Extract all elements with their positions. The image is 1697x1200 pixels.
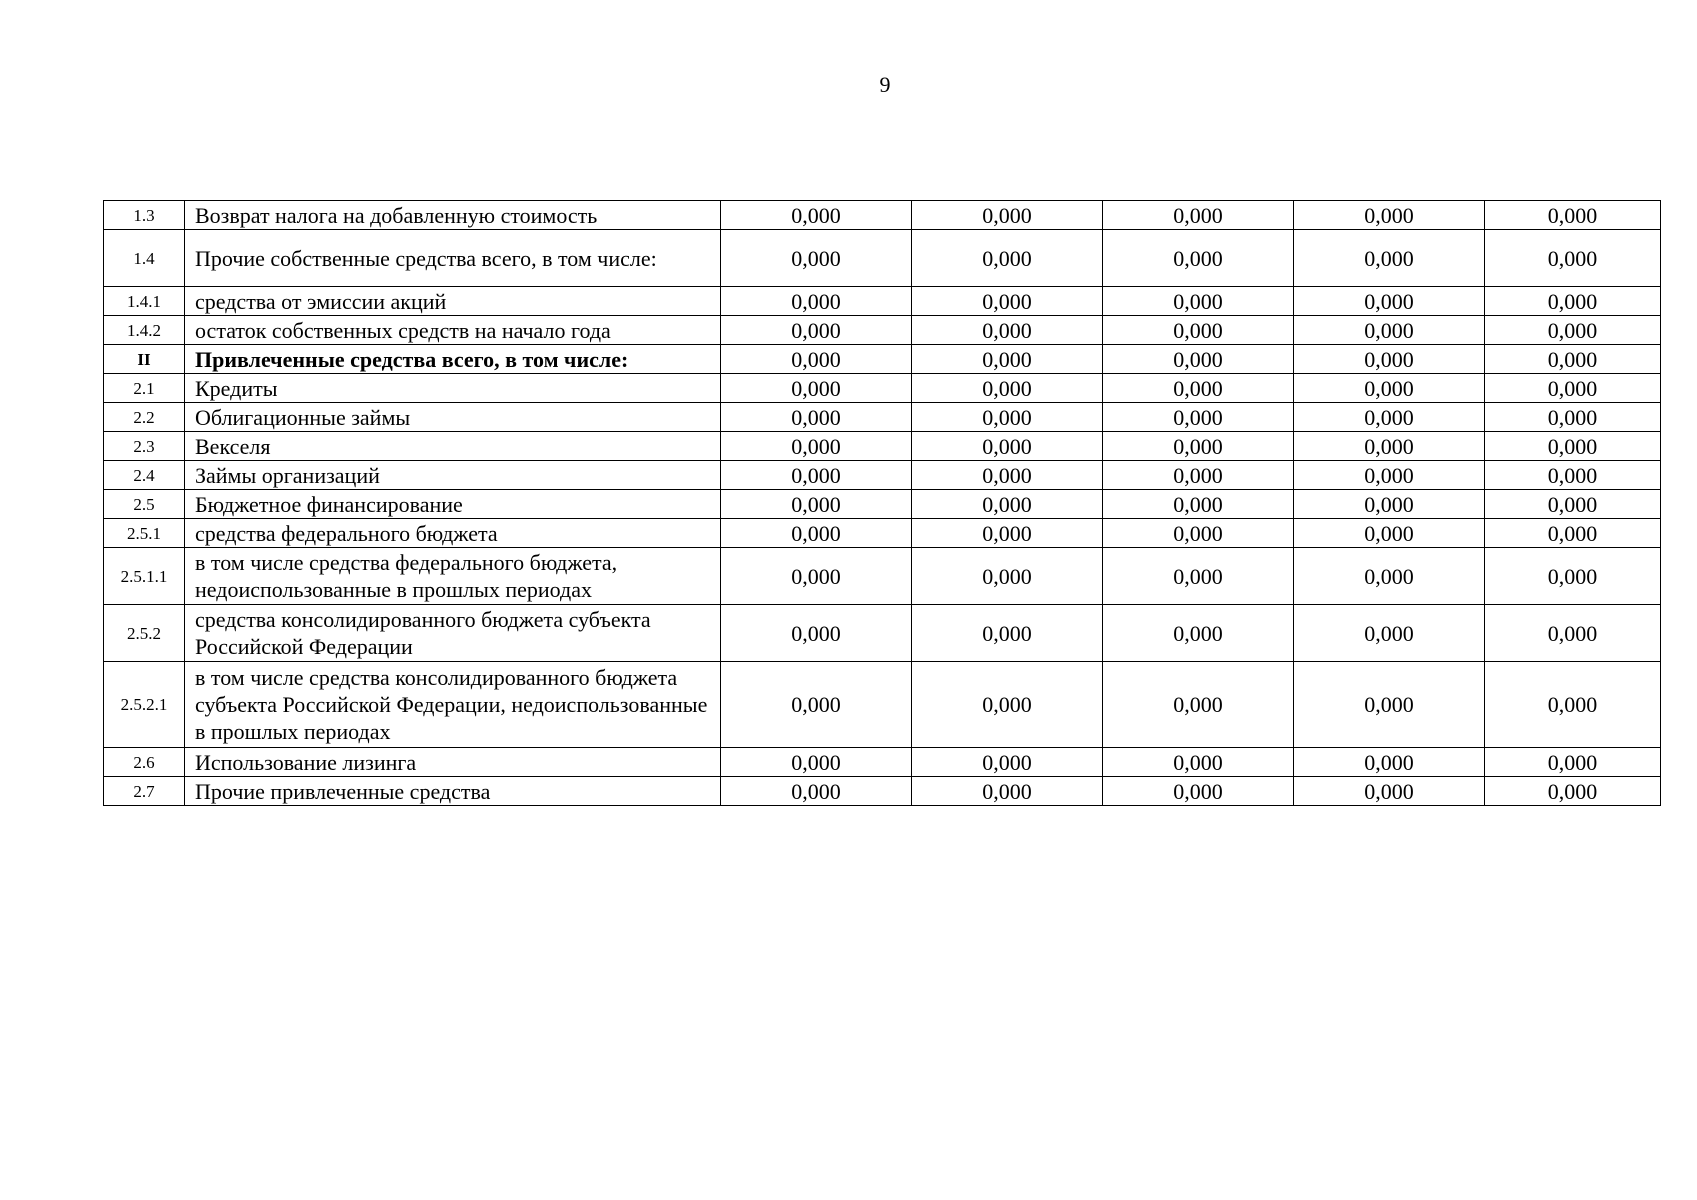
row-value: 0,000 xyxy=(1485,374,1661,403)
row-value: 0,000 xyxy=(1103,662,1294,748)
row-value: 0,000 xyxy=(1485,548,1661,605)
row-name: в том числе средства консолидированного бюджета субъекта Российской Федерации, недоиспользованные в прошлых периодах xyxy=(185,662,721,748)
row-value: 0,000 xyxy=(1485,287,1661,316)
row-code: 1.4.1 xyxy=(104,287,185,316)
row-name: Возврат налога на добавленную стоимость xyxy=(185,201,721,230)
table-row xyxy=(104,432,1661,461)
row-value: 0,000 xyxy=(912,662,1103,748)
row-value: 0,000 xyxy=(1103,316,1294,345)
row-value: 0,000 xyxy=(1103,287,1294,316)
row-code: 2.5.2.1 xyxy=(104,662,185,748)
row-value: 0,000 xyxy=(1103,519,1294,548)
row-value: 0,000 xyxy=(912,777,1103,806)
row-value: 0,000 xyxy=(721,519,912,548)
row-name: Облигационные займы xyxy=(185,403,721,432)
row-value: 0,000 xyxy=(1485,519,1661,548)
row-value: 0,000 xyxy=(721,287,912,316)
row-value: 0,000 xyxy=(721,748,912,777)
row-value: 0,000 xyxy=(721,345,912,374)
row-code: 2.6 xyxy=(104,748,185,777)
table-row xyxy=(104,374,1661,403)
row-code: 2.3 xyxy=(104,432,185,461)
row-name: остаток собственных средств на начало года xyxy=(185,316,721,345)
row-value: 0,000 xyxy=(1294,490,1485,519)
row-value: 0,000 xyxy=(912,201,1103,230)
row-code: 1.4.2 xyxy=(104,316,185,345)
row-value: 0,000 xyxy=(912,461,1103,490)
table-row xyxy=(104,748,1661,777)
row-value: 0,000 xyxy=(1294,230,1485,287)
table-row xyxy=(104,403,1661,432)
row-code: 1.4 xyxy=(104,230,185,287)
row-value: 0,000 xyxy=(1103,230,1294,287)
row-value: 0,000 xyxy=(912,403,1103,432)
row-value: 0,000 xyxy=(1485,662,1661,748)
row-name: средства федерального бюджета xyxy=(185,519,721,548)
table-row xyxy=(104,461,1661,490)
row-value: 0,000 xyxy=(912,432,1103,461)
row-value: 0,000 xyxy=(1294,777,1485,806)
row-value: 0,000 xyxy=(912,374,1103,403)
table-row xyxy=(104,490,1661,519)
table-row xyxy=(104,345,1661,374)
table-row xyxy=(104,201,1661,230)
row-value: 0,000 xyxy=(721,490,912,519)
row-value: 0,000 xyxy=(1294,519,1485,548)
table-row xyxy=(104,519,1661,548)
row-name: Займы организаций xyxy=(185,461,721,490)
row-code: 1.3 xyxy=(104,201,185,230)
row-value: 0,000 xyxy=(1294,316,1485,345)
row-code: 2.5.1.1 xyxy=(104,548,185,605)
row-code: II xyxy=(104,345,185,374)
row-value: 0,000 xyxy=(1485,403,1661,432)
table-row xyxy=(104,777,1661,806)
row-code: 2.5 xyxy=(104,490,185,519)
row-value: 0,000 xyxy=(1294,403,1485,432)
row-value: 0,000 xyxy=(1294,548,1485,605)
row-value: 0,000 xyxy=(721,432,912,461)
row-name: в том числе средства федерального бюджета, недоиспользованные в прошлых периодах xyxy=(185,548,721,605)
row-value: 0,000 xyxy=(912,316,1103,345)
row-value: 0,000 xyxy=(721,777,912,806)
row-name: средства консолидированного бюджета субъекта Российской Федерации xyxy=(185,605,721,662)
row-value: 0,000 xyxy=(912,748,1103,777)
row-value: 0,000 xyxy=(912,605,1103,662)
row-value: 0,000 xyxy=(1103,461,1294,490)
table-row xyxy=(104,662,1661,748)
table-row xyxy=(104,605,1661,662)
page-number: 9 xyxy=(879,72,891,97)
row-value: 0,000 xyxy=(721,605,912,662)
row-value: 0,000 xyxy=(1485,748,1661,777)
row-code: 2.7 xyxy=(104,777,185,806)
row-name: Прочие привлеченные средства xyxy=(185,777,721,806)
row-value: 0,000 xyxy=(721,201,912,230)
row-value: 0,000 xyxy=(1485,605,1661,662)
row-value: 0,000 xyxy=(1294,201,1485,230)
row-value: 0,000 xyxy=(1485,230,1661,287)
row-value: 0,000 xyxy=(1103,201,1294,230)
table-body xyxy=(104,201,1661,806)
row-value: 0,000 xyxy=(912,548,1103,605)
row-value: 0,000 xyxy=(1294,748,1485,777)
table-row xyxy=(104,316,1661,345)
row-value: 0,000 xyxy=(1103,777,1294,806)
row-value: 0,000 xyxy=(1485,461,1661,490)
table-row xyxy=(104,287,1661,316)
financing-sources-table xyxy=(103,200,1661,806)
row-value: 0,000 xyxy=(1294,461,1485,490)
row-value: 0,000 xyxy=(1485,316,1661,345)
row-value: 0,000 xyxy=(721,230,912,287)
row-value: 0,000 xyxy=(721,662,912,748)
row-value: 0,000 xyxy=(912,287,1103,316)
row-value: 0,000 xyxy=(1103,432,1294,461)
row-value: 0,000 xyxy=(721,374,912,403)
row-code: 2.1 xyxy=(104,374,185,403)
row-value: 0,000 xyxy=(1294,345,1485,374)
row-value: 0,000 xyxy=(1294,287,1485,316)
row-value: 0,000 xyxy=(1485,490,1661,519)
row-name: Использование лизинга xyxy=(185,748,721,777)
row-code: 2.5.2 xyxy=(104,605,185,662)
row-value: 0,000 xyxy=(912,490,1103,519)
row-name: Кредиты xyxy=(185,374,721,403)
row-value: 0,000 xyxy=(1294,374,1485,403)
row-value: 0,000 xyxy=(1103,403,1294,432)
row-value: 0,000 xyxy=(1294,662,1485,748)
table-row xyxy=(104,548,1661,605)
row-code: 2.4 xyxy=(104,461,185,490)
row-value: 0,000 xyxy=(1485,345,1661,374)
row-value: 0,000 xyxy=(721,316,912,345)
row-value: 0,000 xyxy=(912,345,1103,374)
row-code: 2.2 xyxy=(104,403,185,432)
row-value: 0,000 xyxy=(1103,345,1294,374)
row-value: 0,000 xyxy=(1485,201,1661,230)
table-row xyxy=(104,230,1661,287)
row-value: 0,000 xyxy=(1103,548,1294,605)
row-name: Векселя xyxy=(185,432,721,461)
row-value: 0,000 xyxy=(1294,605,1485,662)
row-value: 0,000 xyxy=(1103,490,1294,519)
row-value: 0,000 xyxy=(721,403,912,432)
row-value: 0,000 xyxy=(1103,748,1294,777)
row-value: 0,000 xyxy=(912,230,1103,287)
row-code: 2.5.1 xyxy=(104,519,185,548)
row-value: 0,000 xyxy=(912,519,1103,548)
row-value: 0,000 xyxy=(721,461,912,490)
row-name: средства от эмиссии акций xyxy=(185,287,721,316)
row-value: 0,000 xyxy=(1103,374,1294,403)
row-name: Привлеченные средства всего, в том числе: xyxy=(185,345,721,374)
row-name: Прочие собственные средства всего, в том числе: xyxy=(185,230,721,287)
row-value: 0,000 xyxy=(1485,432,1661,461)
row-name: Бюджетное финансирование xyxy=(185,490,721,519)
row-value: 0,000 xyxy=(1294,432,1485,461)
row-value: 0,000 xyxy=(1103,605,1294,662)
row-value: 0,000 xyxy=(721,548,912,605)
row-value: 0,000 xyxy=(1485,777,1661,806)
